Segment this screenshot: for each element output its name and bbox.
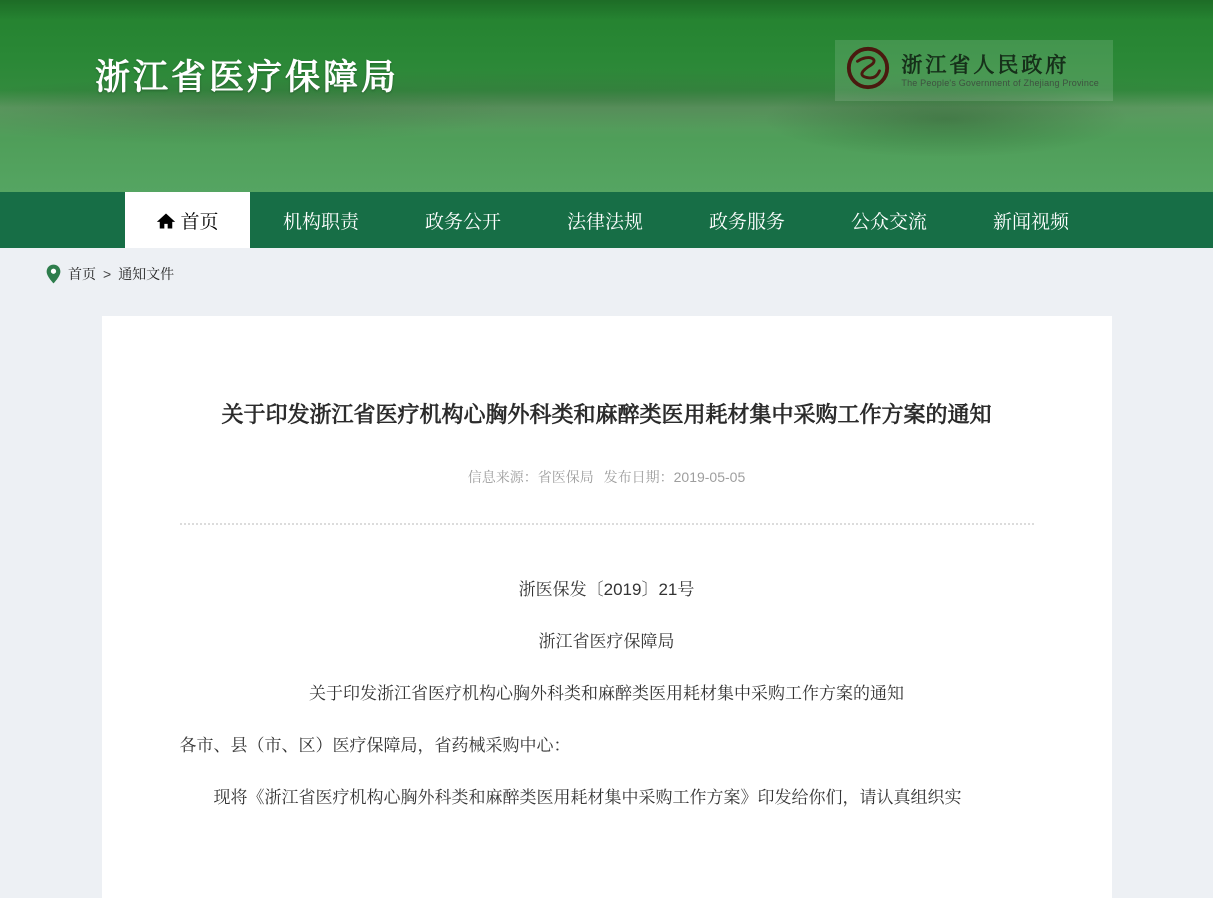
article-publish-date: 发布日期：2019-05-05 (603, 468, 746, 485)
site-title[interactable]: 浙江省医疗保障局 (95, 58, 400, 97)
main-nav (0, 192, 1213, 248)
salutation: 各市、县（市、区）医疗保障局，省药械采购中心： (179, 735, 571, 755)
gov-logo-subtitle: The People's Government of Zhejiang Province (901, 78, 1099, 89)
nav-item-label: 新闻视频 (992, 211, 1069, 233)
doc-number: 浙医保发〔2019〕21号 (518, 579, 695, 599)
nav-item-label: 政务服务 (708, 211, 785, 233)
breadcrumb (0, 248, 1213, 316)
body-paragraph: 现将《浙江省医疗机构心胸外科类和麻醉类医用耗材集中采购工作方案》印发给你们，请认真组织实 (213, 787, 962, 807)
article-source: 信息来源：省医保局 (467, 468, 594, 485)
breadcrumb-current[interactable]: 通知文件 (118, 266, 175, 282)
doc-subject: 关于印发浙江省医疗机构心胸外科类和麻醉类医用耗材集中采购工作方案的通知 (309, 683, 904, 703)
nav-item-label: 首页 (180, 211, 219, 233)
nav-item-label: 政务公开 (424, 211, 501, 233)
header-banner (0, 0, 1213, 192)
nav-item-gov-affairs[interactable] (392, 192, 534, 248)
home-icon (156, 211, 176, 231)
nav-item-label: 公众交流 (850, 211, 927, 233)
nav-item-news-video[interactable] (960, 192, 1102, 248)
nav-item-home[interactable] (125, 192, 250, 248)
title-divider (180, 523, 1034, 525)
gov-logo-title: 浙江省人民政府 (901, 52, 1070, 77)
nav-item-laws[interactable] (534, 192, 676, 248)
location-pin-icon (46, 264, 61, 284)
article-card (102, 316, 1112, 898)
issuing-org: 浙江省医疗保障局 (538, 631, 675, 651)
breadcrumb-separator: > (103, 266, 112, 282)
nav-item-services[interactable] (676, 192, 818, 248)
article-title: 关于印发浙江省医疗机构心胸外科类和麻醉类医用耗材集中采购工作方案的通知 (221, 402, 992, 427)
nav-item-label: 法律法规 (566, 211, 643, 233)
nav-item-duties[interactable] (250, 192, 392, 248)
gov-logo-link[interactable] (835, 40, 1113, 101)
breadcrumb-home[interactable]: 首页 (68, 266, 96, 282)
nav-item-label: 机构职责 (282, 211, 359, 233)
nav-item-public-exchange[interactable] (818, 192, 960, 248)
article-meta (180, 467, 1034, 487)
gov-seal-icon (845, 45, 891, 96)
